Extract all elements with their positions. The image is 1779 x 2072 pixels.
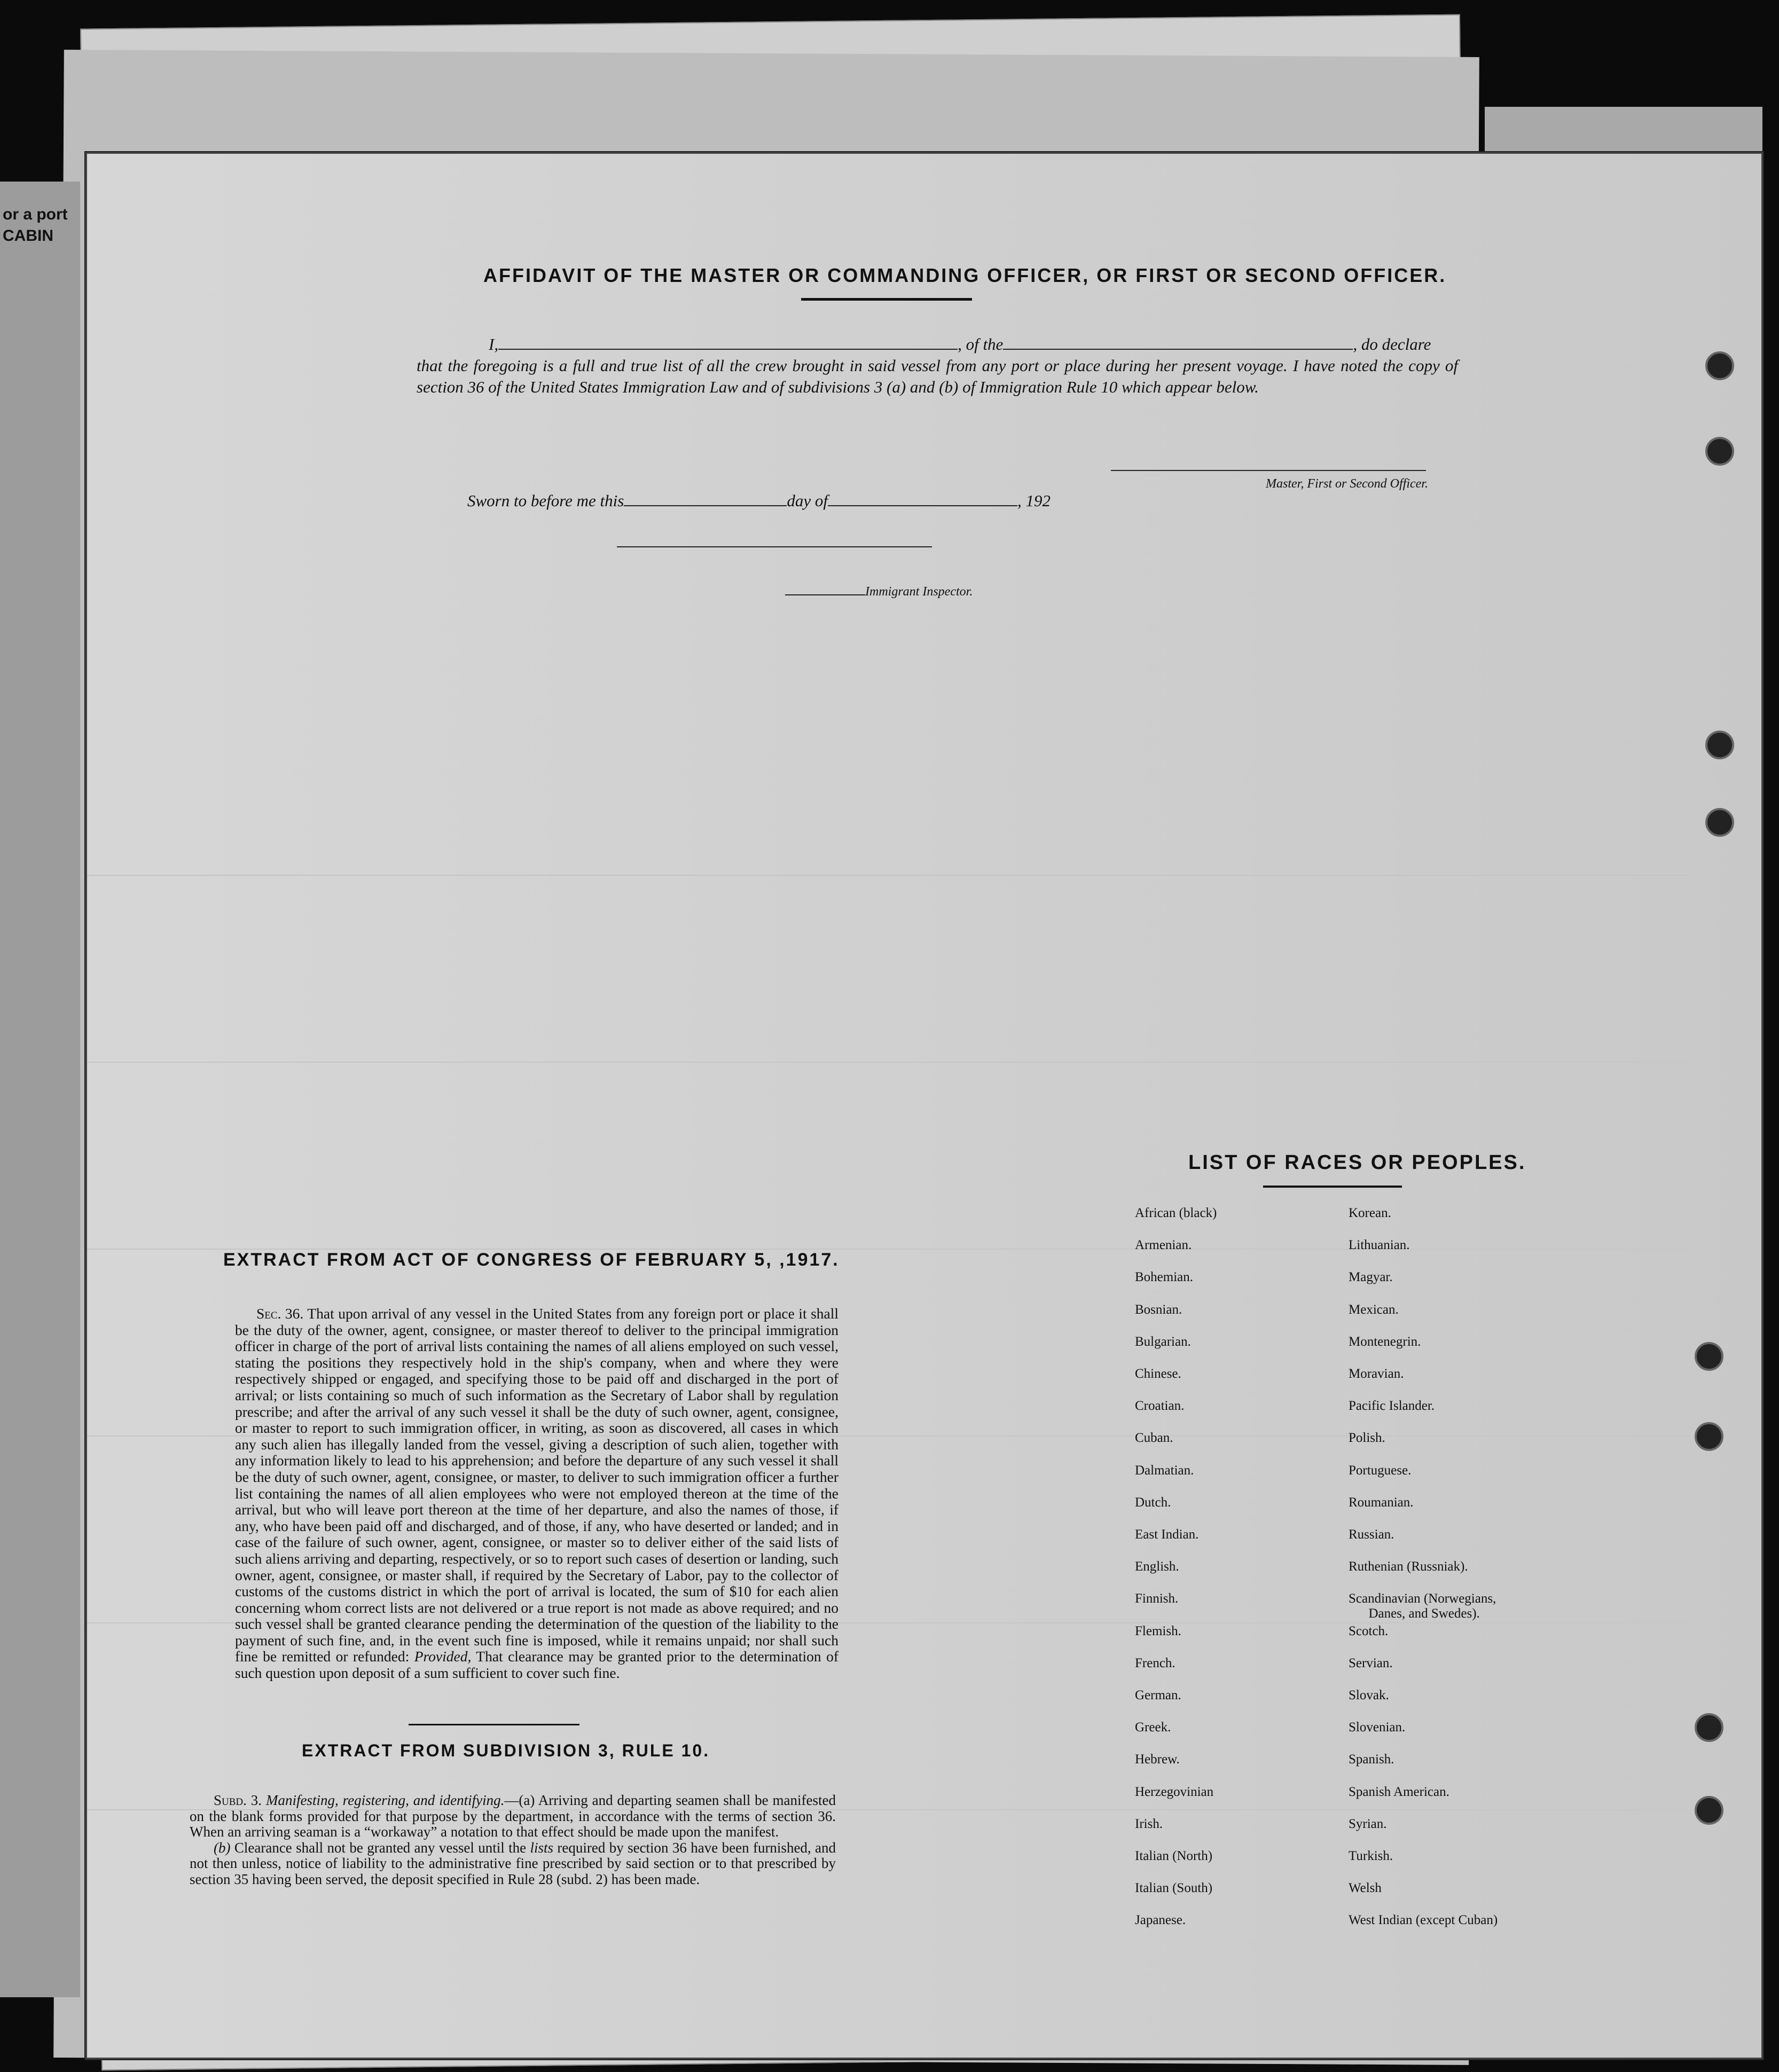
race-item: English. [1135, 1559, 1179, 1574]
punch-hole [1705, 808, 1734, 837]
affidavit-body: that the foregoing is a full and true list of all the crew brought in said vessel from any port or place during her present voyage. I have noted the copy of section 36 of the United States Immigration Law and of subdivisions 3 (a) and (b) of Immigration Rule 10 which appear below. [417, 356, 1458, 396]
b-text-2: required by section 36 have been furnished, and not then unless, notice of liability to the administrative fine prescribed by said section or to that prescribed by section 35 having been served, the deposit specified in Rule 28 (subd. 2) has been made. [190, 1839, 836, 1887]
race-item: German. [1135, 1688, 1181, 1702]
race-item: Scotch. [1349, 1624, 1389, 1638]
race-item: Ruthenian (Russniak). [1349, 1559, 1468, 1574]
do-declare-label: , do declare [1353, 335, 1431, 354]
race-item: African (black) [1135, 1206, 1217, 1220]
race-item: Turkish. [1349, 1849, 1393, 1863]
race-item: Italian (North) [1135, 1849, 1213, 1863]
race-item: Pacific Islander. [1349, 1399, 1435, 1413]
act-heading: EXTRACT FROM ACT OF CONGRESS OF FEBRUARY 5, ,1917. [223, 1250, 840, 1270]
sworn-line [467, 491, 1051, 511]
race-item: Flemish. [1135, 1624, 1181, 1638]
rule-text: Subd. 3. Manifesting, registering, and identifying.—(a) Arriving and departing seamen shall be manifested on the blank forms provided for that purpose by the department, in accordance with the terms of section 36. When an arriving seaman is a “workaway” a notation to that effect should be made upon the manifest. (b) Clearance shall not be granted any vessel until the lists required by section 36 have been furnished, and not then unless, notice of liability to the administrative fine prescribed by said section or to that prescribed by section 35 having been served, the deposit specified in Rule 28 (subd. 2) has been made. [190, 1792, 836, 1887]
inspector-short-line [785, 594, 865, 595]
signature-line [1111, 470, 1426, 471]
race-item: Slovak. [1349, 1688, 1389, 1702]
punch-hole [1705, 437, 1734, 466]
left-margin-fragment: CABIN [3, 227, 53, 245]
race-item: Slovenian. [1349, 1720, 1406, 1734]
document-page [85, 152, 1763, 2059]
race-item: Italian (South) [1135, 1881, 1213, 1895]
race-item: Cuban. [1135, 1431, 1173, 1445]
a-label: (a) [519, 1792, 535, 1808]
race-item: Dalmatian. [1135, 1463, 1194, 1478]
act-text [235, 1306, 838, 1682]
inspector-caption: Immigrant Inspector. [865, 585, 973, 599]
race-item: Spanish American. [1349, 1785, 1449, 1799]
race-item: Chinese. [1135, 1367, 1181, 1381]
a-text: Arriving and departing seamen shall be manifested on the blank forms provided for that purpose by the department, in accordance with the terms of section 36. When an arriving seaman is a “workaway” a notation to that effect should be made upon the manifest. [190, 1792, 836, 1840]
sworn-prefix: Sworn to before me this [467, 491, 624, 510]
race-item: West Indian (except Cuban) [1349, 1913, 1498, 1927]
race-item: Spanish. [1349, 1752, 1394, 1767]
sec-36-text: That upon arrival of any vessel in the United States from any foreign port or place it shall be the duty of the owner, agent, consignee, or master thereof to deliver to the principal immigration officer in charge of the port of arrival lists containing the names of all aliens employed on such vessel, stating the positions they respectively hold in the ship's company, when and where they were respectively shipped or engaged, and specifying those to be paid off and discharged in the port of arrival; or lists containing so much of such information as the Secretary of Labor shall by regulation prescribe; and after the arrival of any such vessel it shall be the duty of such owner, agent, consignee, or master to report to such immigration officer, in writing, as soon as discovered, all cases in which any such alien has illegally landed from the vessel, giving a description of such alien, together with any information likely to lead to his apprehension; and before the departure of any such vessel it shall be the duty of such owner, agent, consignee, or master, to deliver to such immigration officer a further list containing the names of all alien employees who were not employed thereon at the time of the arrival, but who will leave port thereon at the time of her departure, and also the names of those, if any, who have been paid off and discharged, and of those, if any, who have deserted or landed; and in case of the failure of such owner, agent, consignee, or master so to deliver either of the said lists of such aliens arriving and departing, respectively, or so to report such cases of desertion or landing, such owner, agent, consignee, or master shall, if required by the Secretary of Labor, pay to the collector of customs of the customs district in which the port of arrival is located, the sum of $10 for each alien concerning whom correct lists are not delivered or a true report is not made as above required; and no such vessel shall be granted clearance pending the determination of the question of the liability to the payment of such fine, and, in the event such fine is imposed, while it remains unpaid; nor shall such fine be remitted or refunded: [235, 1305, 839, 1665]
race-item: Greek. [1135, 1720, 1171, 1734]
race-item: Armenian. [1135, 1238, 1192, 1252]
bleed-through-line [87, 1062, 1689, 1063]
race-item: Finnish. [1135, 1591, 1179, 1606]
proviso-text: That clearance may be granted prior to the determination of such question upon deposit of a sum sufficient to cover such fine. [235, 1648, 838, 1682]
affidavit-heading: AFFIDAVIT OF THE MASTER OR COMMANDING OFFICER, OR FIRST OR SECOND OFFICER. [483, 264, 1447, 286]
race-item: Welsh [1349, 1881, 1382, 1895]
section-divider [409, 1724, 579, 1725]
punch-hole [1695, 1342, 1723, 1371]
race-item: Korean. [1349, 1206, 1391, 1220]
race-item: Croatian. [1135, 1399, 1185, 1413]
punch-hole [1695, 1713, 1723, 1742]
left-margin-fragment: or a port [3, 206, 68, 223]
race-item: French. [1135, 1656, 1175, 1670]
race-item: Servian. [1349, 1656, 1393, 1670]
race-item: Bosnian. [1135, 1302, 1182, 1317]
month-blank-line [828, 505, 1017, 506]
punch-hole [1705, 351, 1734, 380]
subd-label: Subd. 3. [214, 1792, 262, 1808]
b-label: (b) [214, 1839, 231, 1856]
name-blank-line [498, 349, 958, 350]
race-item: Montenegrin. [1349, 1335, 1421, 1349]
race-item: Hebrew. [1135, 1752, 1180, 1767]
sec-label: Sec. 36. [256, 1305, 304, 1322]
race-item: Herzegovinian [1135, 1785, 1214, 1799]
heading-rule [801, 298, 972, 301]
b-lists: lists [530, 1839, 554, 1856]
inspector-signature-line [617, 546, 932, 547]
race-item: Irish. [1135, 1817, 1163, 1831]
race-item: Scandinavian (Norwegians, Danes, and Swedes). [1349, 1591, 1496, 1621]
i-label: I, [489, 335, 499, 354]
race-item: Russian. [1349, 1527, 1394, 1542]
race-item: Bulgarian. [1135, 1335, 1191, 1349]
race-item: Bohemian. [1135, 1270, 1194, 1284]
race-item: Syrian. [1349, 1817, 1387, 1831]
punch-hole [1705, 731, 1734, 759]
proviso-label: Provided, [414, 1648, 472, 1665]
races-rule [1263, 1186, 1402, 1188]
races-heading: LIST OF RACES OR PEOPLES. [1188, 1151, 1526, 1174]
vessel-blank-line [1003, 349, 1353, 350]
rule-heading: EXTRACT FROM SUBDIVISION 3, RULE 10. [302, 1741, 710, 1760]
b-text-1: Clearance shall not be granted any vessel until the [234, 1839, 527, 1856]
left-sheet-edge [0, 182, 80, 1997]
race-item: Mexican. [1349, 1302, 1399, 1317]
race-item: Dutch. [1135, 1495, 1171, 1510]
race-item: Portuguese. [1349, 1463, 1412, 1478]
day-of-label: day of [787, 491, 828, 510]
bleed-through-line [87, 875, 1689, 876]
race-item: Magyar. [1349, 1270, 1393, 1284]
affidavit-block [417, 334, 1458, 398]
punch-hole [1695, 1796, 1723, 1825]
race-item: Moravian. [1349, 1367, 1404, 1381]
race-item: Roumanian. [1349, 1495, 1414, 1510]
race-item: Lithuanian. [1349, 1238, 1410, 1252]
punch-hole [1695, 1422, 1723, 1451]
year-prefix: , 192 [1017, 491, 1051, 510]
day-blank-line [624, 505, 787, 506]
race-item: Japanese. [1135, 1913, 1186, 1927]
of-the-label: , of the [958, 335, 1004, 354]
race-item: East Indian. [1135, 1527, 1199, 1542]
race-item: Polish. [1349, 1431, 1385, 1445]
signature-caption: Master, First or Second Officer. [1266, 477, 1428, 491]
subd-title: Manifesting, registering, and identifying. [265, 1792, 505, 1808]
